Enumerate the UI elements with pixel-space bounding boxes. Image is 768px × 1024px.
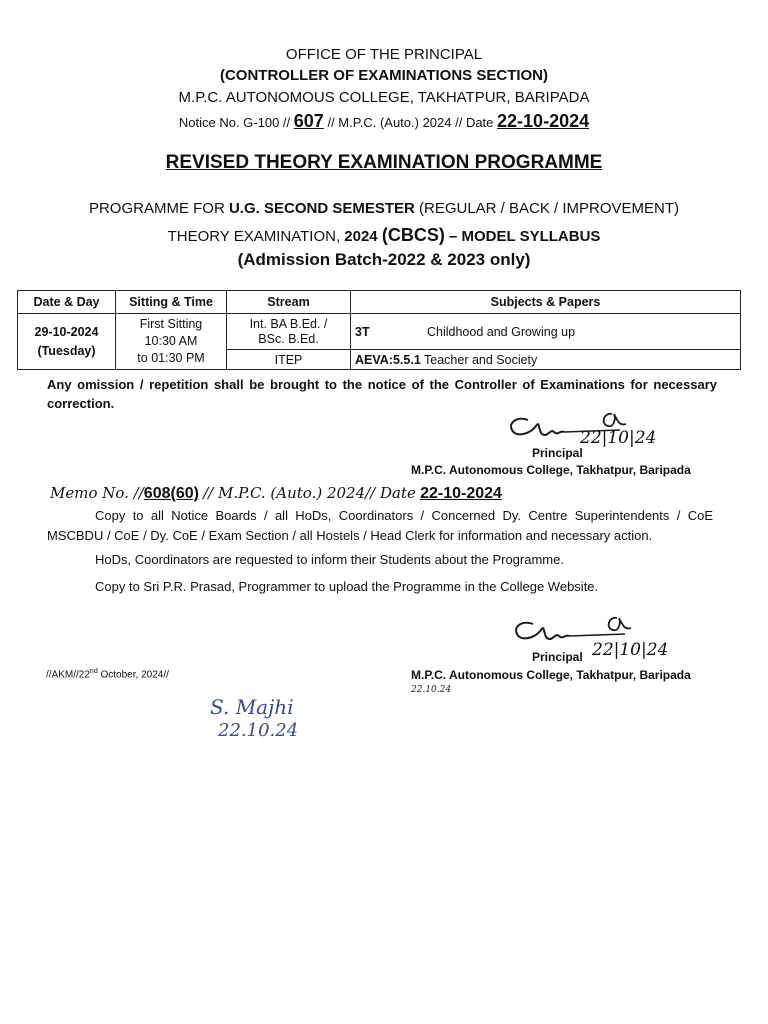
time-to: to 01:30 PM — [137, 351, 205, 365]
paper-name: Childhood and Growing up — [427, 324, 576, 339]
handwritten-date: 22.10.24 — [218, 720, 299, 741]
copy-instruction-1: Copy to all Notice Boards / all HoDs, Coordinators / Concerned Dy. Centre Superintendents / CoE MSCBDU / CoE / Dy. CoE / Exam Section / all Hostels / Head Clerk for information and necessary action. — [47, 508, 713, 543]
signature-date-scrawl-2: 22|10|24 — [592, 640, 669, 660]
col-header-date: Date & Day — [18, 291, 116, 314]
college-signoff-1: M.P.C. Autonomous College, Takhatpur, Baripada — [411, 463, 691, 477]
semester-text: U.G. SECOND SEMESTER — [228, 200, 415, 217]
exam-schedule-table — [17, 290, 741, 370]
principal-label-2: Principal — [532, 650, 583, 664]
copy-instruction-3: Copy to Sri P.R. Prasad, Programmer to upload the Programme in the College Website. — [95, 579, 599, 594]
exam-day: (Tuesday) — [37, 343, 96, 358]
stream-cell — [227, 314, 351, 350]
reference-note — [46, 668, 169, 680]
stream-line-2: BSc. B.Ed. — [258, 331, 319, 346]
table-header-row — [18, 291, 741, 314]
exam-date: 29-10-2024 — [34, 324, 99, 339]
notice-prefix: Notice No. G-100 // — [178, 115, 291, 130]
principal-label-1: Principal — [532, 446, 583, 460]
memo-mid: // M.P.C. (Auto.) 2024// Date — [203, 484, 416, 502]
page-title: REVISED THEORY EXAMINATION PROGRAMME — [165, 152, 603, 173]
sitting-name: First Sitting — [139, 317, 203, 331]
cbcs-text: (CBCS) — [381, 225, 445, 245]
section-heading: (CONTROLLER OF EXAMINATIONS SECTION) — [219, 67, 549, 84]
ref-sup: nd — [89, 668, 98, 675]
ref-prefix: //AKM// — [46, 669, 79, 681]
programme-text: PROGRAMME FOR — [88, 200, 225, 217]
office-heading: OFFICE OF THE PRINCIPAL — [285, 46, 483, 63]
notice-mid: // M.P.C. (Auto.) 2024 // Date — [327, 115, 494, 130]
date-cell — [18, 314, 116, 370]
syllabus-text: – MODEL SYLLABUS — [449, 228, 601, 245]
stream-cell: ITEP — [227, 350, 351, 370]
notice-number-line — [0, 111, 768, 132]
ref-rest: October, 2024// — [100, 669, 169, 681]
subject-cell — [351, 350, 741, 370]
col-header-sitting: Sitting & Time — [116, 291, 227, 314]
copy-instruction-2: HoDs, Coordinators are requested to inform their Students about the Programme. — [95, 552, 564, 567]
ref-day: 22 — [78, 669, 90, 681]
theory-exam-text: THEORY EXAMINATION, — [167, 228, 341, 245]
paper-code: AEVA:5.5.1 — [355, 352, 421, 367]
sitting-cell — [116, 314, 227, 370]
exam-types-text: (REGULAR / BACK / IMPROVEMENT) — [419, 200, 680, 217]
notice-date: 22-10-2024 — [497, 111, 590, 131]
college-heading: M.P.C. AUTONOMOUS COLLEGE, TAKHATPUR, BARIPADA — [178, 89, 590, 106]
programme-line-2 — [0, 225, 768, 246]
paper-code: 3T — [355, 324, 370, 339]
stream-line-1: Int. BA B.Ed. / — [249, 316, 328, 331]
col-header-stream: Stream — [227, 291, 351, 314]
programme-line-1 — [0, 200, 768, 217]
handwritten-name: S. Majhi — [210, 695, 294, 719]
table-row — [18, 314, 741, 350]
col-header-subjects: Subjects & Papers — [351, 291, 741, 314]
signature-date-scrawl-1: 22|10|24 — [580, 428, 657, 448]
admission-batch: (Admission Batch-2022 & 2023 only) — [237, 250, 531, 269]
memo-prefix: Memo No. // — [50, 484, 144, 502]
memo-line — [50, 484, 502, 503]
memo-number: 608(60) — [143, 485, 199, 502]
paper-name: Teacher and Society — [424, 352, 538, 367]
college-signoff-2: M.P.C. Autonomous College, Takhatpur, Baripada — [411, 668, 691, 682]
initial-date: 22.10.24 — [411, 685, 452, 695]
exam-year: 2024 — [344, 228, 378, 245]
notice-number: 607 — [293, 111, 324, 131]
subject-cell — [351, 314, 741, 350]
time-from: 10:30 AM — [144, 334, 198, 348]
omission-note: Any omission / repetition shall be brought to the notice of the Controller of Examinations for necessary correction. — [47, 377, 717, 411]
memo-date: 22-10-2024 — [420, 485, 502, 502]
